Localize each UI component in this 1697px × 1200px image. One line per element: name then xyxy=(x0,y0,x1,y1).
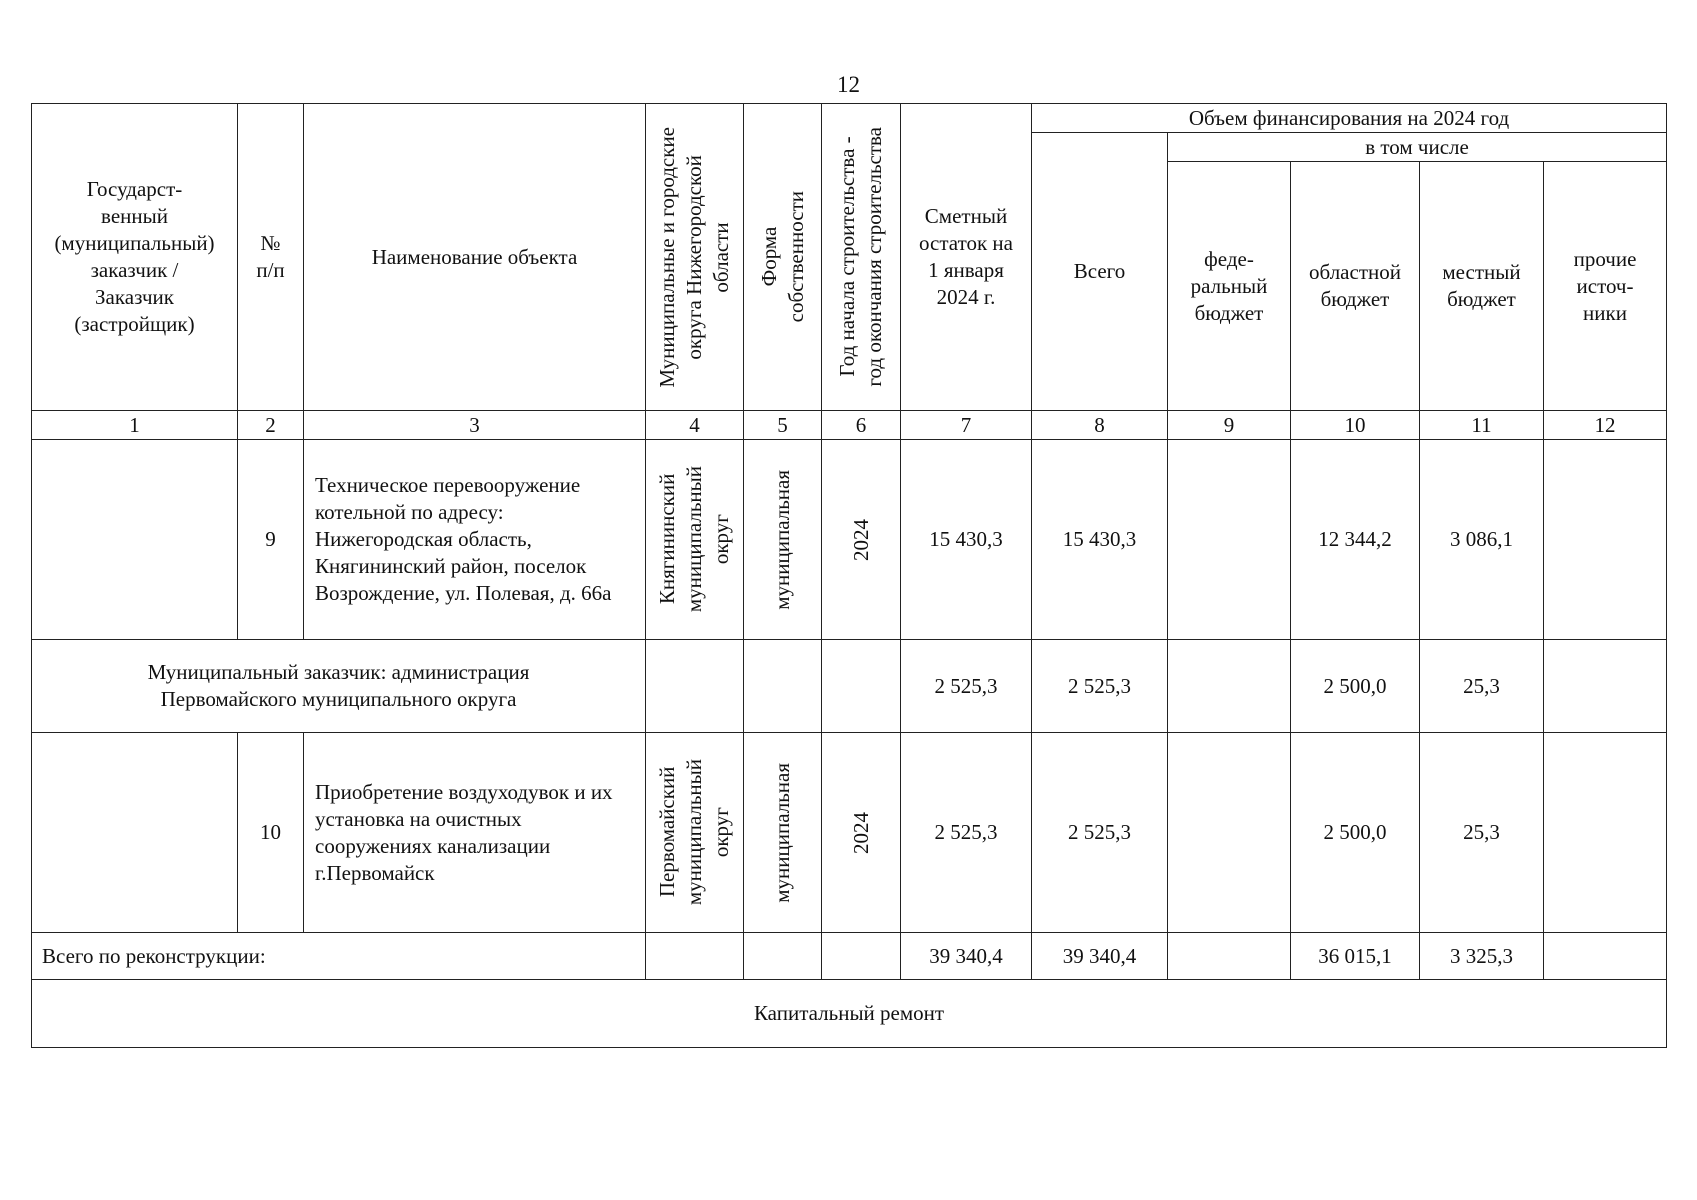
reconstruction-total-row xyxy=(32,933,1667,980)
header-row-1 xyxy=(32,104,1667,133)
ownership-text: муниципальная xyxy=(770,469,794,610)
balance-value: 2 525,3 xyxy=(901,640,1032,733)
header-local-budget: местный бюджет xyxy=(1420,162,1544,411)
district-cell xyxy=(646,733,744,933)
header-regional-budget: областной бюджет xyxy=(1291,162,1420,411)
other-value xyxy=(1544,933,1667,980)
column-number: 3 xyxy=(304,411,646,440)
header-number: № п/п xyxy=(238,104,304,411)
table-row xyxy=(32,440,1667,640)
empty-cell xyxy=(744,640,822,733)
total-value: 15 430,3 xyxy=(1032,440,1168,640)
years-text: 2024 xyxy=(848,518,873,561)
total-value: 39 340,4 xyxy=(1032,933,1168,980)
customer-row xyxy=(32,640,1667,733)
ownership-cell xyxy=(744,440,822,640)
header-municipal-districts-text: Муниципальные и городские округа Нижегородской области xyxy=(655,126,733,388)
customer-cell-empty xyxy=(32,440,238,640)
regional-value: 2 500,0 xyxy=(1291,733,1420,933)
row-number: 9 xyxy=(238,440,304,640)
header-construction-years-text: Год начала строительства - год окончания строительства xyxy=(835,127,886,387)
header-municipal-districts xyxy=(646,104,744,411)
column-number: 1 xyxy=(32,411,238,440)
other-value xyxy=(1544,640,1667,733)
federal-value xyxy=(1168,440,1291,640)
regional-value: 36 015,1 xyxy=(1291,933,1420,980)
balance-value: 2 525,3 xyxy=(901,733,1032,933)
column-number: 11 xyxy=(1420,411,1544,440)
empty-cell xyxy=(646,933,744,980)
row-number: 10 xyxy=(238,733,304,933)
table-row xyxy=(32,733,1667,933)
header-other-sources: прочие источ- ники xyxy=(1544,162,1667,411)
empty-cell xyxy=(646,640,744,733)
column-number: 6 xyxy=(822,411,901,440)
customer-cell-empty xyxy=(32,733,238,933)
district-text: Первомайский муниципальный округ xyxy=(655,759,733,906)
column-number-row xyxy=(32,411,1667,440)
empty-cell xyxy=(744,933,822,980)
total-value: 2 525,3 xyxy=(1032,640,1168,733)
header-estimated-balance: Сметный остаток на 1 января 2024 г. xyxy=(901,104,1032,411)
header-object-name: Наименование объекта xyxy=(304,104,646,411)
object-name: Техническое перевооружение котельной по адресу: Нижегородская область, Княгининский район, поселок Возрождение, ул. Полевая, д. 66а xyxy=(304,440,646,640)
ownership-cell xyxy=(744,733,822,933)
local-value: 3 086,1 xyxy=(1420,440,1544,640)
header-total: Всего xyxy=(1032,133,1168,411)
ownership-text: муниципальная xyxy=(770,762,794,903)
local-value: 25,3 xyxy=(1420,733,1544,933)
header-including: в том числе xyxy=(1168,133,1667,162)
federal-value xyxy=(1168,640,1291,733)
local-value: 3 325,3 xyxy=(1420,933,1544,980)
column-number: 8 xyxy=(1032,411,1168,440)
other-value xyxy=(1544,733,1667,933)
years-cell xyxy=(822,440,901,640)
empty-cell xyxy=(822,933,901,980)
years-text: 2024 xyxy=(848,811,873,854)
column-number: 7 xyxy=(901,411,1032,440)
header-customer: Государст- венный (муниципальный) заказчик / Заказчик (застройщик) xyxy=(32,104,238,411)
financing-table xyxy=(31,103,1667,1048)
balance-value: 39 340,4 xyxy=(901,933,1032,980)
reconstruction-total-label: Всего по реконструкции: xyxy=(32,933,646,980)
object-name: Приобретение воздуходувок и их установка на очистных сооружениях канализации г.Первомайск xyxy=(304,733,646,933)
column-number: 10 xyxy=(1291,411,1420,440)
header-federal-budget: феде- ральный бюджет xyxy=(1168,162,1291,411)
header-ownership-form xyxy=(744,104,822,411)
empty-cell xyxy=(822,640,901,733)
customer-label: Муниципальный заказчик: администрация Первомайского муниципального округа xyxy=(32,640,646,733)
federal-value xyxy=(1168,933,1291,980)
regional-value: 12 344,2 xyxy=(1291,440,1420,640)
district-cell xyxy=(646,440,744,640)
section-row xyxy=(32,980,1667,1048)
header-construction-years xyxy=(822,104,901,411)
column-number: 5 xyxy=(744,411,822,440)
balance-value: 15 430,3 xyxy=(901,440,1032,640)
other-value xyxy=(1544,440,1667,640)
local-value: 25,3 xyxy=(1420,640,1544,733)
federal-value xyxy=(1168,733,1291,933)
header-ownership-form-text: Форма собственности xyxy=(756,191,808,323)
district-text: Княгининский муниципальный округ xyxy=(655,466,733,613)
column-number: 9 xyxy=(1168,411,1291,440)
section-title: Капитальный ремонт xyxy=(32,980,1667,1048)
regional-value: 2 500,0 xyxy=(1291,640,1420,733)
column-number: 2 xyxy=(238,411,304,440)
column-number: 4 xyxy=(646,411,744,440)
total-value: 2 525,3 xyxy=(1032,733,1168,933)
header-financing-volume: Объем финансирования на 2024 год xyxy=(1032,104,1667,133)
years-cell xyxy=(822,733,901,933)
column-number: 12 xyxy=(1544,411,1667,440)
page-number: 12 xyxy=(837,72,860,97)
